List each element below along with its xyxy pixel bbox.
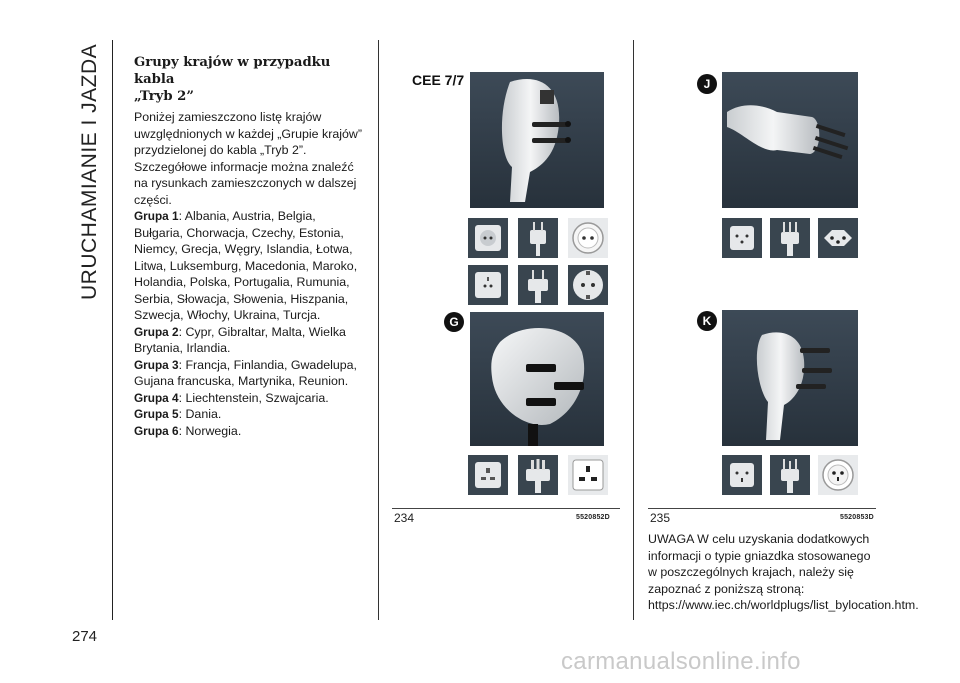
plug-e-thumb bbox=[518, 265, 558, 305]
section-title-line1: Grupy krajów w przypadku kabla bbox=[134, 55, 331, 87]
group-2-countries: : Cypr, Gibraltar, Malta, Wielka Brytania, Irlandia. bbox=[134, 324, 346, 355]
socket-icon bbox=[722, 218, 762, 258]
group-3-countries: : Francja, Finlandia, Gwadelupa, Gujana francuska, Martynika, Reunion. bbox=[134, 357, 357, 388]
note-line-1: UWAGA W celu uzyskania dodatkowych bbox=[648, 532, 870, 546]
cee-7-7-label: CEE 7/7 bbox=[412, 72, 465, 88]
column-divider-1 bbox=[378, 40, 379, 620]
note-line-4: zapoznać z poniższą stroną: bbox=[648, 581, 805, 596]
socket-hex-icon bbox=[818, 218, 858, 258]
figure-right-code: 5520853D bbox=[840, 514, 874, 521]
socket-f-thumb bbox=[468, 218, 508, 258]
socket-icon bbox=[468, 455, 508, 495]
plug-icon bbox=[518, 218, 558, 258]
socket-round-thumb bbox=[568, 218, 608, 258]
plug-icon bbox=[770, 455, 810, 495]
type-k-plug-icon bbox=[722, 310, 858, 446]
plug-icon bbox=[518, 455, 558, 495]
socket-e-thumb bbox=[468, 265, 508, 305]
schuko-plug-icon bbox=[470, 72, 604, 208]
socket-icon bbox=[722, 455, 762, 495]
bs-1363-plug-photo bbox=[470, 312, 604, 446]
socket-round-icon bbox=[568, 265, 608, 305]
note-paragraph bbox=[648, 531, 948, 614]
socket-schuko-thumb bbox=[568, 265, 608, 305]
group-5 bbox=[134, 406, 366, 423]
group-1 bbox=[134, 208, 366, 324]
plug-g-thumb bbox=[518, 455, 558, 495]
plug-schuko-thumb bbox=[518, 218, 558, 258]
figure-left-code: 5520852D bbox=[576, 514, 610, 521]
group-2-label: Grupa 2 bbox=[134, 324, 179, 339]
cee-7-7-plug-photo bbox=[470, 72, 604, 208]
badge-g: G bbox=[444, 312, 464, 332]
intro-paragraph: Poniżej zamieszczono listę krajów uwzględnionych w każdej „Grupie krajów” przydzielonej do kabla „Tryb 2”. Szczegółowe informacje można znaleźć na rysunkach zamieszczonych w dalszej części. bbox=[134, 110, 362, 207]
socket-uk-thumb bbox=[568, 455, 608, 495]
group-4-countries: : Liechtenstein, Szwajcaria. bbox=[178, 390, 329, 405]
plug-icon bbox=[518, 265, 558, 305]
socket-uk-icon bbox=[568, 455, 608, 495]
group-1-label: Grupa 1 bbox=[134, 209, 179, 223]
socket-round-icon bbox=[568, 218, 608, 258]
socket-g-thumb bbox=[468, 455, 508, 495]
group-6-label: Grupa 6 bbox=[134, 423, 179, 438]
group-2 bbox=[134, 324, 366, 357]
note-url[interactable]: https://www.iec.ch/worldplugs/list_bylocation.htm. bbox=[648, 598, 919, 612]
group-4 bbox=[134, 390, 366, 407]
plug-j-thumb bbox=[770, 218, 810, 258]
group-1-countries: : Albania, Austria, Belgia, Bułgaria, Chorwacja, Czechy, Estonia, Niemcy, Grecja, Węgry, Islandia, Łotwa, Litwa, Luksemburg, Macedonia, Maroko, Holandia, Polska, Portugalia, Rumunia, Serbia, Słowacja, Słowenia, Hiszpania, Szwecja, Włochy, Ukraina, Turcja. bbox=[134, 209, 358, 322]
plug-k-thumb bbox=[770, 455, 810, 495]
note-line-3: w poszczególnych krajach, należy się bbox=[648, 565, 854, 579]
danish-plug-photo bbox=[722, 310, 858, 446]
badge-k: K bbox=[697, 311, 717, 331]
column-divider-2 bbox=[633, 40, 634, 620]
figure-left-number: 234 bbox=[394, 511, 415, 525]
figure-right-rule bbox=[648, 508, 876, 509]
section-title bbox=[134, 54, 366, 105]
watermark: carmanualsonline.info bbox=[561, 648, 801, 675]
note-line-2: informacji o typie gniazdka stosowanego bbox=[648, 548, 871, 563]
text-column bbox=[134, 54, 366, 439]
group-4-label: Grupa 4 bbox=[134, 390, 179, 405]
socket-k-thumb bbox=[722, 455, 762, 495]
figure-left-rule bbox=[392, 508, 620, 509]
uk-plug-icon bbox=[470, 312, 604, 446]
page-number: 274 bbox=[72, 628, 98, 645]
group-5-countries: : Dania. bbox=[178, 407, 222, 421]
socket-round-icon bbox=[818, 455, 858, 495]
plug-icon bbox=[770, 218, 810, 258]
socket-icon bbox=[468, 265, 508, 305]
group-3 bbox=[134, 357, 366, 390]
section-title-line2: „Tryb 2” bbox=[134, 89, 194, 104]
swiss-plug-photo bbox=[722, 72, 858, 208]
chapter-title: URUCHAMIANIE I JAZDA bbox=[78, 43, 101, 300]
figure-right-number: 235 bbox=[650, 511, 671, 525]
socket-hex-thumb bbox=[818, 218, 858, 258]
group-6-countries: : Norwegia. bbox=[178, 423, 242, 438]
side-divider bbox=[112, 40, 113, 620]
socket-icon bbox=[468, 218, 508, 258]
socket-j-thumb bbox=[722, 218, 762, 258]
badge-j: J bbox=[697, 74, 717, 94]
group-6 bbox=[134, 423, 366, 440]
socket-dk-thumb bbox=[818, 455, 858, 495]
type-j-plug-icon bbox=[722, 72, 858, 208]
group-3-label: Grupa 3 bbox=[134, 357, 179, 372]
group-5-label: Grupa 5 bbox=[134, 407, 179, 421]
